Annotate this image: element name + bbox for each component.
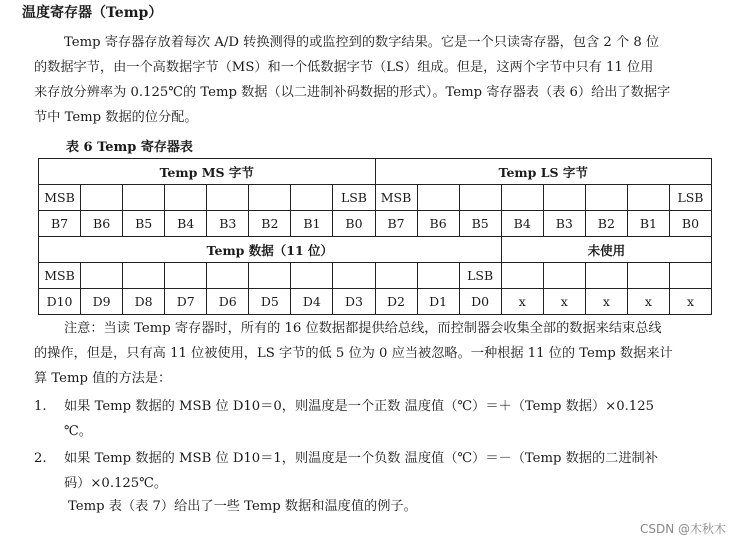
table-cell bbox=[165, 263, 207, 289]
list-item bbox=[34, 394, 734, 444]
intro-line: 节中 Temp 数据的位分配。 bbox=[34, 110, 198, 125]
table-row bbox=[39, 185, 712, 211]
note-line: 算 Temp 值的方法是： bbox=[34, 371, 172, 386]
table-cell bbox=[585, 263, 627, 289]
table-cell: D1 bbox=[417, 289, 459, 315]
list-number: 2. bbox=[34, 451, 47, 466]
intro-line: 来存放分辨率为 0.125℃的 Temp 数据（以二进制补码数据的形式）。Temp 寄存器表（表 6）给出了数据字 bbox=[34, 85, 671, 100]
list-number: 1. bbox=[34, 399, 47, 414]
table-cell: B4 bbox=[165, 211, 207, 237]
table-cell: LSB bbox=[459, 263, 501, 289]
table-cell bbox=[249, 263, 291, 289]
table-cell bbox=[501, 263, 543, 289]
note-paragraph bbox=[34, 316, 724, 391]
table-cell bbox=[333, 263, 375, 289]
table-cell: B1 bbox=[291, 211, 333, 237]
note-line: 注意：当读 Temp 寄存器时，所有的 16 位数据都提供给总线，而控制器会收集全部的数据来结束总线 bbox=[64, 321, 662, 336]
table-cell: x bbox=[585, 289, 627, 315]
footer-line: Temp 表（表 7）给出了一些 Temp 数据和温度值的例子。 bbox=[68, 499, 417, 514]
list-line: 如果 Temp 数据的 MSB 位 D10＝1，则温度是一个负数 温度值（℃）＝－（Temp 数据的二进制补 bbox=[64, 451, 658, 466]
table-cell: B6 bbox=[417, 211, 459, 237]
table-cell: B0 bbox=[333, 211, 375, 237]
watermark: CSDN @木秋木 bbox=[639, 522, 726, 536]
table-cell: D7 bbox=[165, 289, 207, 315]
table-cell: B6 bbox=[81, 211, 123, 237]
ms-byte-header: Temp MS 字节 bbox=[39, 159, 376, 185]
list-line: 如果 Temp 数据的 MSB 位 D10＝0，则温度是一个正数 温度值（℃）＝＋（Temp 数据）×0.125 bbox=[64, 399, 654, 414]
method-list bbox=[34, 394, 734, 496]
table-cell: LSB bbox=[669, 185, 711, 211]
table-caption: 表 6 Temp 寄存器表 bbox=[66, 140, 193, 155]
table-cell bbox=[459, 185, 501, 211]
table-cell bbox=[165, 185, 207, 211]
table-cell bbox=[501, 185, 543, 211]
table-cell bbox=[249, 185, 291, 211]
table-cell: D9 bbox=[81, 289, 123, 315]
table-cell bbox=[291, 263, 333, 289]
table-cell: LSB bbox=[333, 185, 375, 211]
table-cell bbox=[417, 185, 459, 211]
table-cell bbox=[81, 263, 123, 289]
table-cell bbox=[543, 185, 585, 211]
table-cell bbox=[123, 263, 165, 289]
table-cell: B1 bbox=[627, 211, 669, 237]
list-line: 码）×0.125℃。 bbox=[64, 476, 168, 491]
table-cell: B2 bbox=[585, 211, 627, 237]
table-cell bbox=[669, 263, 711, 289]
table-row bbox=[39, 211, 712, 237]
intro-line: 的数据字节，由一个高数据字节（MS）和一个低数据字节（LS）组成。但是，这两个字节中只有 11 位用 bbox=[34, 60, 654, 75]
table-cell: B3 bbox=[207, 211, 249, 237]
list-item bbox=[34, 446, 734, 496]
table-row bbox=[39, 263, 712, 289]
table-cell bbox=[543, 263, 585, 289]
table-cell bbox=[81, 185, 123, 211]
table-cell: MSB bbox=[39, 263, 81, 289]
table-cell: D2 bbox=[375, 289, 417, 315]
table-cell: MSB bbox=[375, 185, 417, 211]
table-cell: B3 bbox=[543, 211, 585, 237]
table-cell bbox=[627, 185, 669, 211]
table-cell bbox=[291, 185, 333, 211]
table-cell bbox=[417, 263, 459, 289]
table-cell: B4 bbox=[501, 211, 543, 237]
table-cell: B7 bbox=[375, 211, 417, 237]
ls-byte-header: Temp LS 字节 bbox=[375, 159, 712, 185]
table-cell: D8 bbox=[123, 289, 165, 315]
table-cell: D0 bbox=[459, 289, 501, 315]
table-cell: B2 bbox=[249, 211, 291, 237]
table-cell: D3 bbox=[333, 289, 375, 315]
table-cell bbox=[375, 263, 417, 289]
section-heading: 温度寄存器（Temp） bbox=[22, 5, 163, 21]
temp-register-table bbox=[38, 158, 712, 315]
table-cell: D6 bbox=[207, 289, 249, 315]
table-cell: MSB bbox=[39, 185, 81, 211]
table-cell: D5 bbox=[249, 289, 291, 315]
table-cell: x bbox=[543, 289, 585, 315]
table-row bbox=[39, 289, 712, 315]
table-row bbox=[39, 159, 712, 185]
table-cell: B0 bbox=[669, 211, 711, 237]
intro-line: Temp 寄存器存放着每次 A/D 转换测得的或监控到的数字结果。它是一个只读寄存器，包含 2 个 8 位 bbox=[64, 35, 660, 50]
table-cell: B5 bbox=[123, 211, 165, 237]
table-cell: x bbox=[501, 289, 543, 315]
table-cell bbox=[207, 185, 249, 211]
list-line: ℃。 bbox=[64, 424, 92, 439]
table-cell bbox=[207, 263, 249, 289]
table-cell bbox=[123, 185, 165, 211]
table-cell: x bbox=[669, 289, 711, 315]
table-cell: D10 bbox=[39, 289, 81, 315]
unused-header: 未使用 bbox=[501, 237, 711, 263]
intro-paragraph bbox=[34, 30, 724, 130]
note-line: 的操作，但是，只有高 11 位被使用，LS 字节的低 5 位为 0 应当被忽略。一种根据 11 位的 Temp 数据来计 bbox=[34, 346, 673, 361]
table-cell: D4 bbox=[291, 289, 333, 315]
table-cell: B5 bbox=[459, 211, 501, 237]
data-bits-header: Temp 数据（11 位） bbox=[39, 237, 502, 263]
table-cell: B7 bbox=[39, 211, 81, 237]
table-cell bbox=[627, 263, 669, 289]
table-cell bbox=[585, 185, 627, 211]
table-cell: x bbox=[627, 289, 669, 315]
table-row bbox=[39, 237, 712, 263]
